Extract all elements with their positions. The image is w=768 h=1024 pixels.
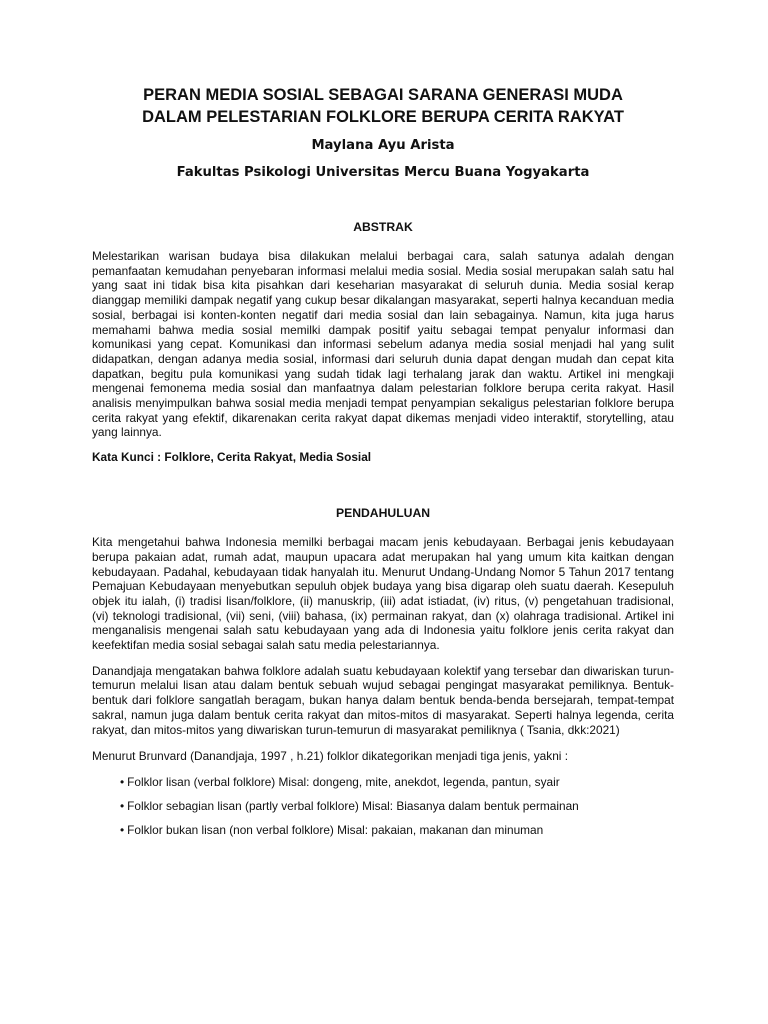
list-item	[120, 823, 674, 838]
introduction-paragraph-1: Kita mengetahui bahwa Indonesia memilki berbagai macam jenis kebudayaan. Berbagai jenis kebudayaan berupa pakaian adat, rumah adat, maupun upacara adat merupakan hal yang umum kita kaitkan dengan kebudayaan. Padahal, kebudayaan tidak hanyalah itu. Menurut Undang-Undang Nomor 5 Tahun 2017 tentang Pemajuan Kebudayaan menyebutkan sepuluh objek budaya yang bisa digarap oleh suatu daerah. Kesepuluh objek itu ialah, (i) tradisi lisan/folklore, (ii) manuskrip, (iii) adat istiadat, (iv) ritus, (v) pengetahuan tradisional, (vi) teknologi tradisional, (vii) seni, (viii) bahasa, (ix) permainan rakyat, dan (x) olahraga tradisional. Artikel ini menganalisis mengenai salah satu kebudayaan yang ada di Indonesia yaitu folklore jenis cerita rakyat dan keefektifan media sosial sebagai salah satu media pelestariannya.	[92, 535, 674, 653]
introduction-paragraph-3: Menurut Brunvard (Danandjaja, 1997 , h.21) folklor dikategorikan menjadi tiga jenis, yakni :	[92, 749, 568, 764]
paper-title-line-1: PERAN MEDIA SOSIAL SEBAGAI SARANA GENERASI MUDA	[143, 86, 623, 104]
bullet-marker: •	[120, 774, 125, 789]
abstract-heading: ABSTRAK	[353, 220, 413, 234]
list-item	[120, 775, 674, 790]
author-name: Maylana Ayu Arista	[311, 138, 455, 153]
bullet-marker: •	[120, 798, 125, 813]
paper-title	[92, 84, 674, 128]
document-page	[92, 84, 674, 847]
folklore-type-list	[92, 775, 674, 838]
list-item-text: Folklor lisan (verbal folklore) Misal: dongeng, mite, anekdot, legenda, pantun, syair	[127, 774, 560, 789]
paper-title-line-2: DALAM PELESTARIAN FOLKLORE BERUPA CERITA RAKYAT	[142, 108, 624, 126]
list-item-text: Folklor bukan lisan (non verbal folklore) Misal: pakaian, makanan dan minuman	[127, 822, 544, 837]
list-item-text: Folklor sebagian lisan (partly verbal folklore) Misal: Biasanya dalam bentuk permainan	[127, 798, 579, 813]
introduction-heading: PENDAHULUAN	[335, 506, 431, 521]
author-affiliation: Fakultas Psikologi Universitas Mercu Buana Yogyakarta	[176, 165, 590, 180]
abstract-body: Melestarikan warisan budaya bisa dilakukan melalui berbagai cara, salah satunya adalah dengan pemanfaatan kemudahan penyebaran informasi melalui media sosial. Media sosial merupakan salah satu hal yang saat ini tidak bisa kita pisahkan dari keseharian masyarakat di seluruh dunia. Media sosial kerap dianggap memiliki dampak negatif yang cukup besar dikalangan masyarakat, seperti halnya kecanduan media sosial, berbagai isi konten-konten negatif dari media sosial dan lain sebagainya. Namun, kita juga harus memahami bahwa media sosial memilki dampak positif yaitu sebagai tempat penyalur informasi dan komunikasi yang cepat. Komunikasi dan informasi sebelum adanya media sosial menjadi hal yang sulit didapatkan, dengan adanya media sosial, informasi dari seluruh dunia dapat dengan mudah dan cepat kita dapatkan, begitu pula komunikasi yang sudah tidak lagi terhalang jarak dan waktu. Artikel ini mengkaji mengenai femonema media sosial dan manfaatnya dalam pelestarian folklore berupa cerita rakyat. Hasil analisis menyimpulkan bahwa sosial media menjadi tempat penyampian sekaligus pelestarian folklore berupa cerita rakyat yang efektif, dikarenakan cerita rakyat dapat dikemas menjadi video interaktif, storytelling, atau yang lainnya.	[92, 249, 674, 440]
list-item	[120, 799, 674, 814]
introduction-paragraph-2: Danandjaja mengatakan bahwa folklore adalah suatu kebudayaan kolektif yang tersebar dan diwariskan turun-temurun melalui lisan atau dalam bentuk sebuah wujud sebagai pengingat masyarakat pemiliknya. Bentuk-bentuk dari folklore sangatlah beragam, bukan hanya dalam bentuk benda-benda bersejarah, tempat-tempat sakral, namun juga dalam bentuk cerita rakyat dan mitos-mitos di masyarakat. Seperti halnya legenda, cerita rakyat, dan mitos-mitos yang diwariskan turun-temurun di masyarakat pemiliknya ( Tsania, dkk:2021)	[92, 663, 674, 737]
bullet-marker: •	[120, 822, 125, 837]
keywords: Kata Kunci : Folklore, Cerita Rakyat, Media Sosial	[92, 450, 372, 465]
